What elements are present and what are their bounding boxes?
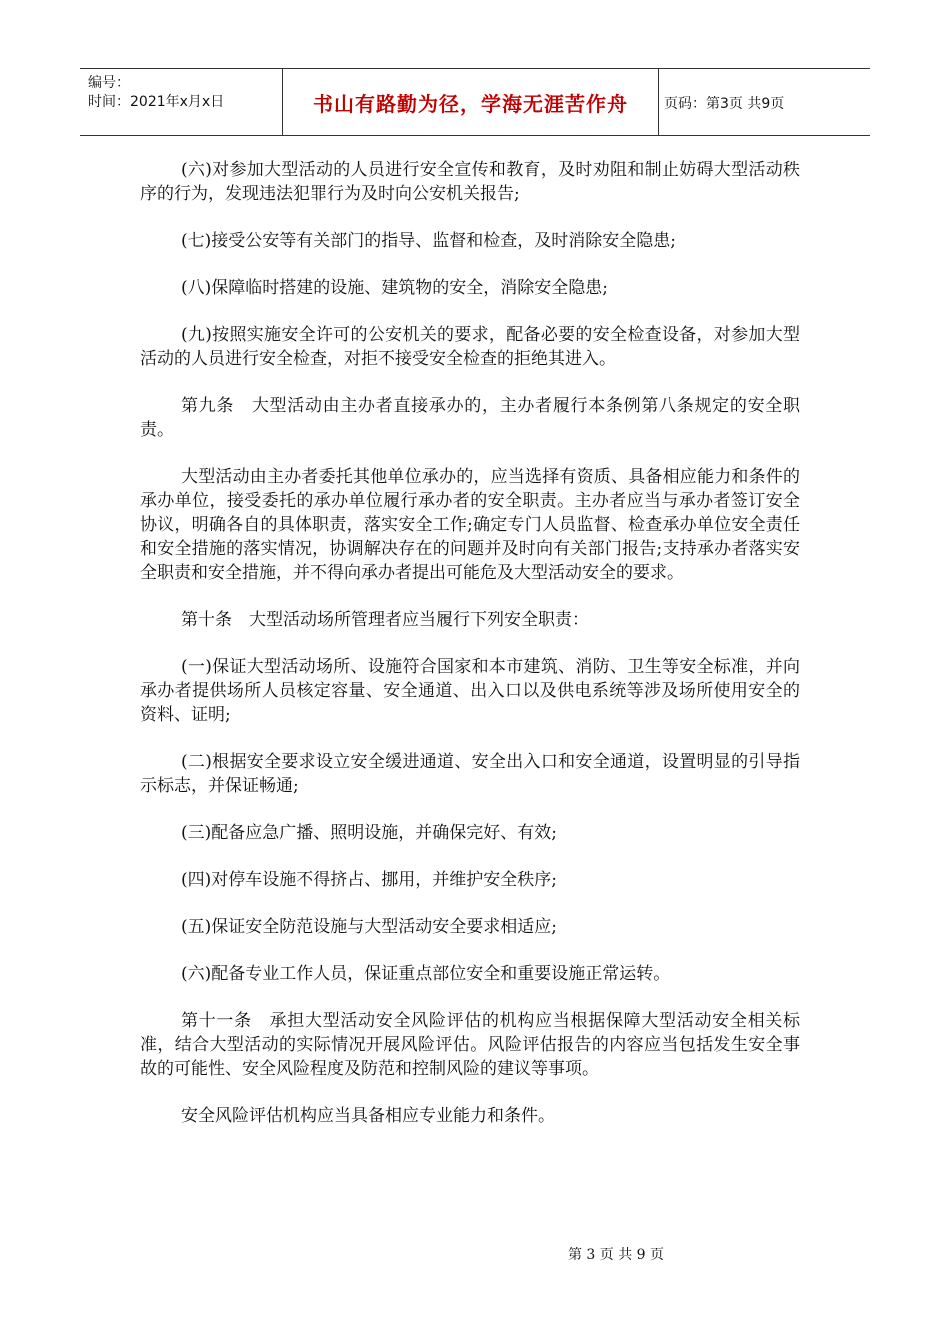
paragraph: (七)接受公安等有关部门的指导、监督和检查，及时消除安全隐患; — [181, 231, 676, 251]
document-time-label: 时间：2021年x月x日 — [88, 94, 225, 110]
paragraph: 大型活动由主办者委托其他单位承办的，应当选择有资质、具备相应能力和条件的承办单位，接受委托的承办单位履行承办者的安全职责。主办者应当与承办者签订安全协议，明确各自的具体职责，落实安全工作;确定专门人员监督、检查承办单位安全责任和安全措施的落实情况，协调解决存在的问题并及时向有关部门报告;支持承办者落实安全职责和安全措施，并不得向承办者提出可能危及大型活动安全的要求。 — [140, 467, 800, 583]
paragraph: 第九条 大型活动由主办者直接承办的，主办者履行本条例第八条规定的安全职责。 — [140, 396, 800, 440]
paragraph: 第十一条 承担大型活动安全风险评估的机构应当根据保障大型活动安全相关标准，结合大型活动的实际情况开展风险评估。风险评估报告的内容应当包括发生安全事故的可能性、安全风险程度及防范和控制风险的建议等事项。 — [140, 1011, 800, 1079]
header-divider — [658, 69, 659, 136]
page-header — [80, 68, 870, 136]
header-motto: 书山有路勤为径，学海无涯苦作舟 — [313, 92, 628, 116]
paragraph: (五)保证安全防范设施与大型活动安全要求相适应; — [181, 917, 557, 937]
paragraph: (四)对停车设施不得挤占、挪用，并维护安全秩序; — [181, 870, 557, 890]
paragraph: (八)保障临时搭建的设施、建筑物的安全，消除安全隐患; — [181, 278, 608, 298]
paragraph: (六)配备专业工作人员，保证重点部位安全和重要设施正常运转。 — [181, 964, 671, 984]
document-number-label: 编号： — [88, 75, 130, 91]
paragraph: 安全风险评估机构应当具备相应专业能力和条件。 — [181, 1106, 555, 1126]
header-meta — [88, 74, 278, 112]
paragraph: (六)对参加大型活动的人员进行安全宣传和教育，及时劝阻和制止妨碍大型活动秩序的行为，发现违法犯罪行为及时向公安机关报告; — [140, 160, 800, 204]
paragraph: (二)根据安全要求设立安全缓进通道、安全出入口和安全通道，设置明显的引导指示标志，并保证畅通; — [140, 752, 800, 796]
paragraph: 第十条 大型活动场所管理者应当履行下列安全职责： — [181, 610, 589, 630]
page-footer: 第 3 页 共 9 页 — [567, 1247, 665, 1263]
paragraph: (一)保证大型活动场所、设施符合国家和本市建筑、消防、卫生等安全标准，并向承办者提供场所人员核定容量、安全通道、出入口以及供电系统等涉及场所使用安全的资料、证明; — [140, 657, 800, 725]
header-page-code: 页码：第3页 共9页 — [664, 95, 785, 112]
document-body — [140, 158, 800, 1151]
paragraph: (三)配备应急广播、照明设施，并确保完好、有效; — [181, 823, 557, 843]
paragraph: (九)按照实施安全许可的公安机关的要求，配备必要的安全检查设备，对参加大型活动的人员进行安全检查，对拒不接受安全检查的拒绝其进入。 — [140, 325, 800, 369]
